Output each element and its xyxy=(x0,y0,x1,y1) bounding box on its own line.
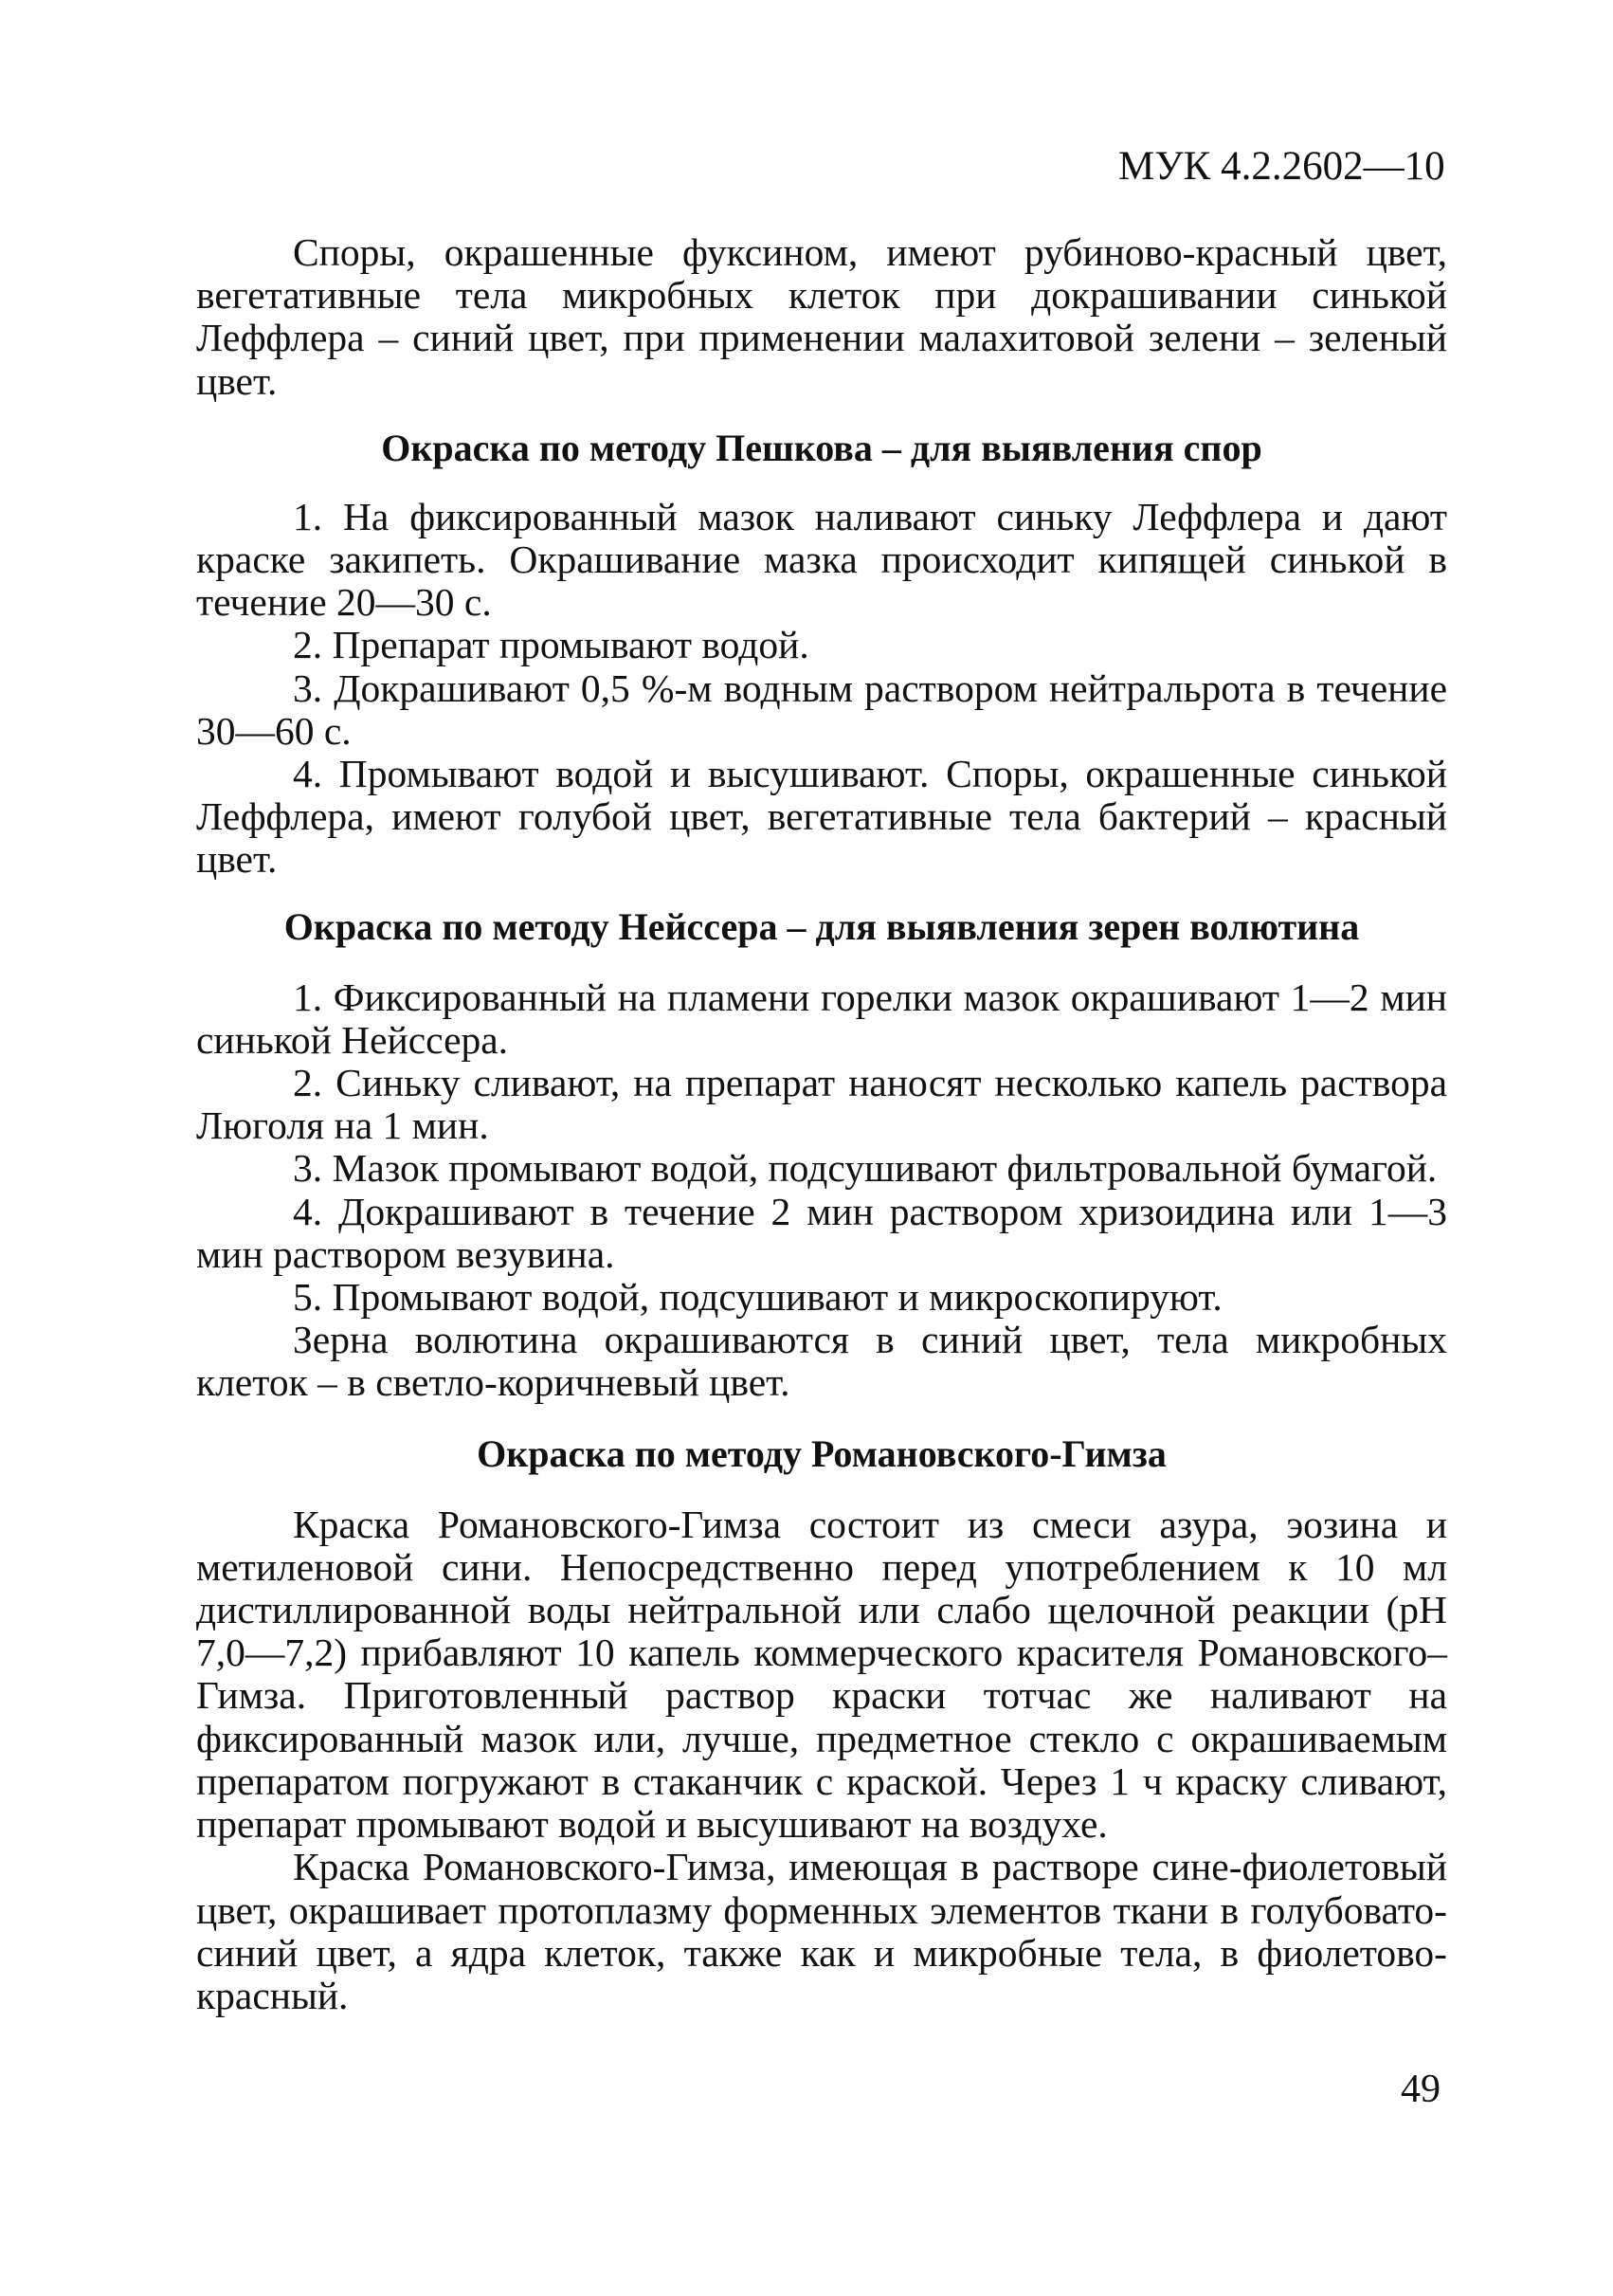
section-romanowsky-giemsa xyxy=(196,1431,1447,2017)
step-paragraph: 2. Препарат промывают водой. xyxy=(293,623,809,667)
section-heading: Окраска по методу Нейссера – для выявления зерен волютина xyxy=(283,904,1360,948)
section-heading: Окраска по методу Пешкова – для выявления спор xyxy=(381,426,1262,469)
section-neisser xyxy=(196,904,1447,1405)
section-peshkov xyxy=(196,426,1447,882)
step-paragraph: 2. Синьку сливают, на препарат наносят несколько капель раствора Люголя на 1 мин. xyxy=(196,1061,1447,1148)
body-paragraph: Краска Романовского-Гимза состоит из смеси азура, эозина и метиленовой сини. Непосредственно перед употреблением к 10 мл дистиллированной воды нейтральной или слабо щелочной реакции (pH 7,0—7,2) прибавляют 10 капель коммерческого красителя Романовского–Гимза. Приготовленный раствор краски тотчас же наливают на фиксированный мазок или, лучше, предметное стекло с окрашиваемым препаратом погружают в стаканчик с краской. Через 1 ч краску сливают, препарат промывают водой и высушивают на воздухе. xyxy=(196,1502,1447,1847)
step-paragraph: 1. На фиксированный мазок наливают синьку Леффлера и дают краске закипеть. Окрашивание мазка происходит кипящей синькой в течение 20—30 с. xyxy=(196,494,1447,625)
step-paragraph: 5. Промывают водой, подсушивают и микроскопируют. xyxy=(293,1275,1223,1320)
step-paragraph: 3. Мазок промывают водой, подсушивают фильтровальной бумагой. xyxy=(293,1146,1438,1191)
body-paragraph: Зерна волютина окрашиваются в синий цвет, тела микробных клеток – в светло-коричневый цвет. xyxy=(196,1318,1447,1405)
step-paragraph: 4. Докрашивают в течение 2 мин раствором хризоидина или 1—3 мин раствором везувина. xyxy=(196,1189,1447,1276)
step-paragraph: 3. Докрашивают 0,5 %-м водным раствором нейтральрота в течение 30—60 с. xyxy=(196,665,1447,753)
body-paragraph: Краска Романовского-Гимза, имеющая в растворе сине-фиолетовый цвет, окрашивает протоплазму форменных элементов ткани в голубовато-синий цвет, а ядра клеток, также как и микробные тела, в фиолетово-красный. xyxy=(196,1845,1447,2017)
step-paragraph: 1. Фиксированный на пламени горелки мазок окрашивают 1—2 мин синькой Нейссера. xyxy=(196,975,1447,1062)
page-content xyxy=(196,231,1447,2017)
section-heading: Окраска по методу Романовского-Гимза xyxy=(477,1431,1167,1475)
step-paragraph: 4. Промывают водой и высушивают. Споры, окрашенные синькой Леффлера, имеют голубой цвет, вегетативные тела бактерий – красный цвет. xyxy=(196,752,1447,882)
intro-paragraph: Споры, окрашенные фуксином, имеют рубиново-красный цвет, вегетативные тела микробных клеток при докрашивании синькой Леффлера – синий цвет, при применении малахитовой зелени – зеленый цвет. xyxy=(196,230,1447,403)
document-code-header: МУК 4.2.2602—10 xyxy=(1118,144,1445,189)
page-number: 49 xyxy=(1401,2068,1441,2111)
